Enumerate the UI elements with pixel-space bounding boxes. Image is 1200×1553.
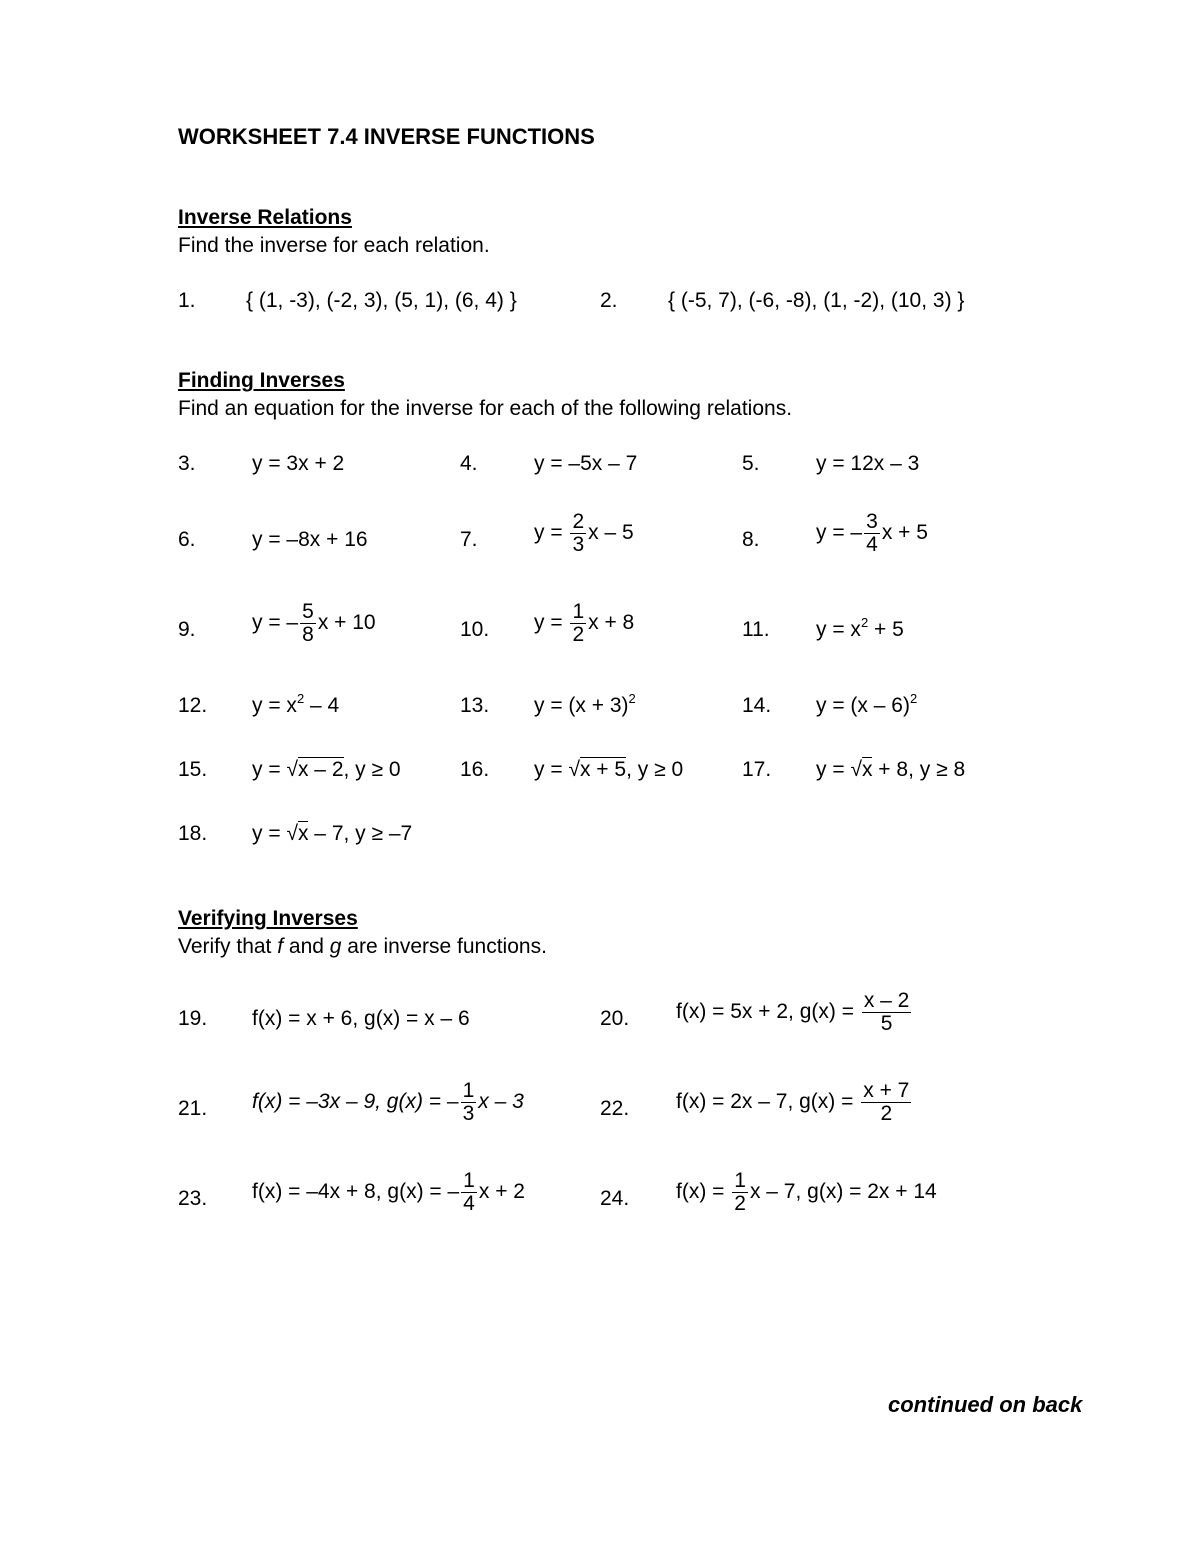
fraction: $\frac{5}{8}$ [302,600,314,647]
problem-number: 20. [600,1007,630,1030]
problem-number: 14. [742,694,772,717]
problem-number: 1. [178,289,196,312]
problem-number: 23. [178,1187,208,1210]
worksheet-title: WORKSHEET 7.4 INVERSE FUNCTIONS [178,124,595,149]
equation: y = √x + 8, y ≥ 8 [816,758,966,781]
radical-sign: √ [568,758,580,781]
problem-number: 4. [460,452,478,475]
problem-number: 2. [600,289,618,312]
equation: f(x) = $\frac{1}{2}$ x – 7, g(x) = 2x + 14 [676,1169,937,1216]
fraction: $\frac{x - 2}{5}$ [863,989,910,1036]
fraction: $\frac{2}{3}$ [572,510,585,557]
equation: y = √x – 2, y ≥ 0 [252,758,401,781]
problem-number: 18. [178,822,208,845]
problem-number: 15. [178,758,208,781]
problem-number: 7. [460,528,478,551]
equation: y = 3x + 2 [252,452,345,475]
equation: f(x) = x + 6, g(x) = x – 6 [252,1007,470,1030]
problem-number: 13. [460,694,490,717]
equation: y = –8x + 16 [252,528,368,551]
problem-number: 3. [178,452,196,475]
problem-number: 10. [460,618,490,641]
fraction: $\frac{1}{3}$ [462,1079,475,1126]
continued-note: continued on back [888,1392,1083,1417]
problem-number: 12. [178,694,208,717]
problem-number: 22. [600,1097,630,1120]
equation: f(x) = 2x – 7, g(x) = $\frac{x + 7}{2}$ [676,1079,910,1126]
fraction: $\frac{1}{2}$ [734,1169,746,1216]
relation-set: { (1, -3), (-2, 3), (5, 1), (6, 4) } [246,289,517,312]
problem-number: 17. [742,758,772,781]
problem-number: 5. [742,452,760,475]
problem-number: 11. [742,618,770,641]
problem-number: 21. [178,1097,208,1120]
radical-sign: √ [286,822,298,845]
problem-number: 16. [460,758,490,781]
equation: y = (x – 6)$^2$ [816,691,918,717]
relation-set: { (-5, 7), (-6, -8), (1, -2), (10, 3) } [668,289,965,312]
equation: f(x) = 5x + 2, g(x) = $\frac{x - 2}{5}$ [676,989,910,1036]
section-heading-inverse-relations: Inverse Relations [178,206,352,229]
radical-sign: √ [850,758,862,781]
equation: y = – $\frac{3}{4}$ x + 5 [816,510,928,557]
equation: f(x) = –3x – 9, g(x) = – $\frac{1}{3}$ x – 3 [252,1079,524,1126]
section-heading-finding-inverses: Finding Inverses [178,369,345,392]
equation: y = $\frac{1}{2}$ x + 8 [534,600,635,647]
equation: y = √x + 5, y ≥ 0 [534,758,684,781]
equation: f(x) = –4x + 8, g(x) = – $\frac{1}{4}$ x + 2 [252,1169,525,1216]
equation: y = $\frac{2}{3}$ x – 5 [534,510,634,557]
problem-number: 9. [178,618,196,641]
equation: y = 12x – 3 [816,452,920,475]
fraction: $\frac{1}{4}$ [463,1169,475,1216]
section-instructions-inverse-relations: Find the inverse for each relation. [178,234,490,257]
equation: $y = x^2 - 4$ [252,691,340,717]
problem-number: 24. [600,1187,630,1210]
problem-number: 8. [742,528,760,551]
section-instructions-finding-inverses: Find an equation for the inverse for each of the following relations. [178,397,793,420]
fraction: $\frac{1}{2}$ [572,600,585,647]
problem-number: 19. [178,1007,208,1030]
fraction: $\frac{x + 7}{2}$ [863,1079,910,1126]
equation: y = –5x – 7 [534,452,638,475]
equation: $y = x^2 + 5$ [816,615,904,641]
section-heading-verifying-inverses: Verifying Inverses [178,907,358,930]
equation: $y = (x + 3)^2$ [534,691,636,717]
equation: y = √x – 7, y ≥ –7 [252,822,413,845]
problem-number: 6. [178,528,196,551]
fraction: $\frac{3}{4}$ [866,510,878,557]
section-instructions-verifying-inverses: Verify that f and g are inverse functions. [178,935,547,958]
radical-sign: √ [286,758,298,781]
equation: y = – $\frac{5}{8}$ x + 10 [252,600,376,647]
